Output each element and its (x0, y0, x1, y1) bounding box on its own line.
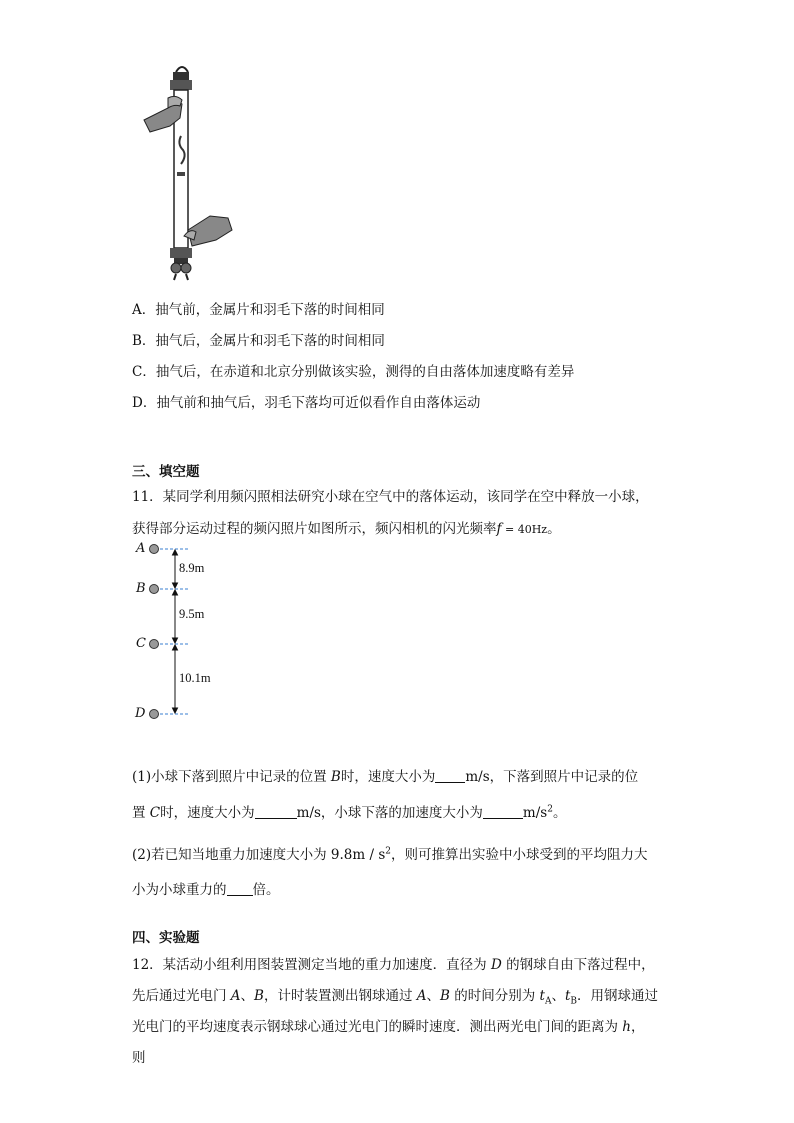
q12-l2-text-c: 的时间分别为 (449, 988, 540, 1004)
q12-l2-sep: 、 (240, 988, 255, 1004)
vacuum-tube-figure (140, 60, 240, 285)
section-title-experiment: 四、实验题 (132, 930, 200, 946)
time-sub-b: B (570, 996, 578, 1007)
point-label-c: C (136, 636, 146, 651)
q11-line2-end: 。 (547, 521, 561, 537)
distance-bc: 9.5m (179, 607, 205, 621)
q12-l2-text-b: ，计时装置测出钢球通过 (263, 988, 417, 1004)
position-c-var: C (149, 805, 161, 821)
time-sub-a: A (544, 996, 552, 1007)
gate-a-var: A (230, 988, 241, 1004)
q12-line1 (132, 953, 655, 973)
q12-l2-sep3: 、 (551, 988, 565, 1004)
diameter-var: D (490, 957, 502, 973)
gate-b-var-2: B (440, 988, 450, 1004)
point-label-b: B (136, 581, 146, 596)
q12-l2-text-d: ．用钢球通过 (577, 988, 659, 1004)
q11-p1-l2-text-b: 时，速度大小为 (160, 805, 255, 821)
q11-p1-l2-text-a: 置 (132, 805, 150, 821)
distance-cd: 10.1m (179, 671, 211, 685)
point-label-a: A (136, 541, 146, 556)
q11-p2-l2-text-a: 小为小球重力的 (132, 882, 227, 898)
distance-ab: 8.9m (179, 561, 205, 575)
q12-l2-text-a: 先后通过光电门 (132, 988, 231, 1004)
time-var-b: t (564, 988, 571, 1004)
answer-blank-vc[interactable] (255, 804, 297, 819)
ball-b (150, 585, 159, 594)
freq-value: = 40Hz (501, 523, 548, 536)
q11-p2-text: (2)若已知当地重力加速度大小为 9.8m / s (132, 847, 386, 863)
q11-line1: 11．某同学利用频闪照相法研究小球在空气中的落体运动，该同学在空中释放一小球， (132, 489, 649, 505)
q12-l3-text-b: ， (631, 1019, 645, 1035)
answer-blank-vb[interactable] (435, 768, 465, 783)
q12-line4: 则 (132, 1050, 146, 1066)
q12-line3 (132, 1015, 645, 1035)
height-var: h (622, 1019, 631, 1035)
answer-blank-ratio[interactable] (227, 881, 253, 896)
time-var-a: t (539, 988, 545, 1004)
q12-l1-text-b: 的钢球自由下落过程中， (501, 957, 655, 973)
q11-part2-line2 (132, 878, 280, 898)
ball-d (150, 710, 159, 719)
q11-line2 (132, 517, 561, 537)
q12-l3-text-a: 光电门的平均速度表示钢球球心通过光电门的瞬时速度．测出两光电门间的距离为 (132, 1019, 623, 1035)
point-label-d: D (135, 706, 146, 721)
q11-p1-text-c: ，下落到照片中记录的位 (489, 769, 639, 785)
q12-line2 (132, 984, 658, 1007)
answer-blank-accel[interactable] (483, 804, 523, 819)
q11-part1-line2 (132, 801, 566, 821)
q12-l2-sep2: 、 (426, 988, 441, 1004)
option-d: D．抽气前和抽气后，羽毛下落均可近似看作自由落体运动 (132, 395, 481, 411)
unit-ms2-exponent: 2 (547, 804, 553, 815)
unit-ms2: m/s (522, 805, 548, 821)
q11-part2-line1 (132, 843, 647, 863)
q11-p1-l2-end: 。 (552, 805, 567, 821)
q11-p2-l2-text-b: 倍。 (252, 882, 280, 898)
position-b-var: B (330, 769, 341, 785)
q11-p1-text-a: (1)小球下落到照片中记录的位置 (132, 769, 331, 785)
gate-a-var-2: A (416, 988, 427, 1004)
q11-p1-l2-text-c: ，小球下落的加速度大小为 (320, 805, 483, 821)
ball-c (150, 640, 159, 649)
q11-p1-text-b: 时，速度大小为 (340, 769, 436, 785)
option-c: C．抽气后，在赤道和北京分别做该实验，测得的自由落体加速度略有差异 (132, 364, 575, 380)
freq-variable: f (496, 521, 502, 537)
q11-line2-text: 获得部分运动过程的频闪照片如图所示，频闪相机的闪光频率 (132, 521, 497, 537)
unit-ms-1: m/s (465, 769, 490, 785)
ball-a (150, 545, 159, 554)
q11-part1-line1 (132, 765, 638, 785)
option-a: A．抽气前，金属片和羽毛下落的时间相同 (132, 302, 385, 318)
option-b: B．抽气后，金属片和羽毛下落的时间相同 (132, 333, 385, 349)
q12-l1-text-a: 12．某活动小组利用图装置测定当地的重力加速度．直径为 (132, 957, 491, 973)
gate-b-var: B (254, 988, 264, 1004)
section-title-fill-blank: 三、填空题 (132, 464, 200, 480)
unit-ms-2: m/s (296, 805, 321, 821)
g-unit-exponent: 2 (385, 846, 391, 857)
q11-p2-text-end: ，则可推算出实验中小球受到的平均阻力大 (390, 847, 648, 863)
